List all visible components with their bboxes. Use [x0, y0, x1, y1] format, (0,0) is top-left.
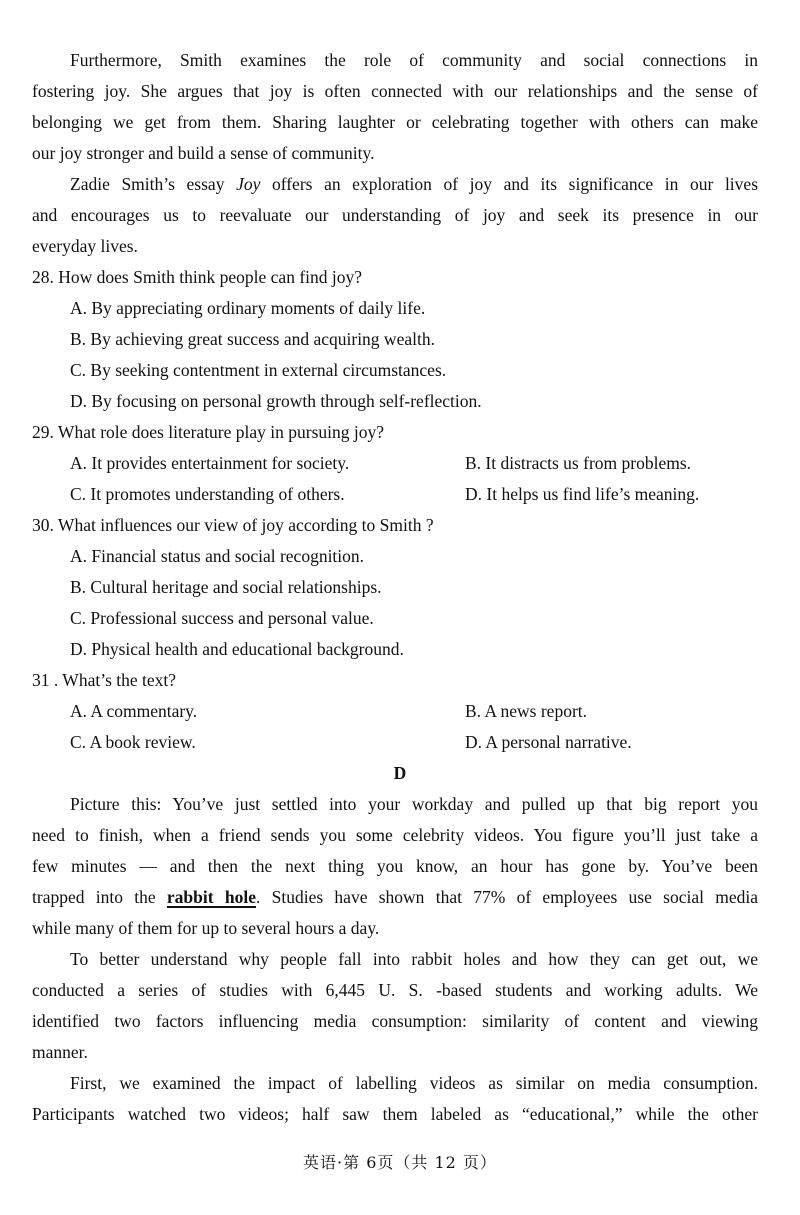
section-d-para3-line1: First, we examined the impact of labelling videos as similar on media consumption. [70, 1073, 758, 1093]
passage-c-para1-line3: belonging we get from them. Sharing laughter or celebrating together with others can make [32, 112, 758, 132]
section-d-para1-line3: few minutes — and then the next thing you know, an hour has gone by. You’ve been [32, 856, 758, 876]
passage-c-para1-line2: fostering joy. She argues that joy is often connected with our relationships and the sense of [32, 81, 758, 101]
section-d-para3-line2: Participants watched two videos; half saw them labeled as “educational,” while the other [32, 1104, 758, 1124]
question-31-option-d: D. A personal narrative. [465, 732, 632, 752]
question-31-option-a: A. A commentary. [70, 701, 198, 721]
passage-c-para1-line4: our joy stronger and build a sense of community. [32, 143, 375, 163]
underlined-keyword: rabbit hole [166, 887, 256, 907]
question-30-option-d: D. Physical health and educational background. [70, 639, 404, 659]
text-segment: . Studies have shown that 77% of employees use social media [255, 887, 758, 907]
question-28-option-d: D. By focusing on personal growth through self-reflection. [70, 391, 482, 411]
section-d-heading: D [393, 763, 407, 783]
question-29-stem: 29. What role does literature play in pursuing joy? [32, 422, 385, 442]
question-31-option-b: B. A news report. [465, 701, 588, 721]
question-30-option-c: C. Professional success and personal value. [70, 608, 374, 628]
question-28-option-a: A. By appreciating ordinary moments of daily life. [70, 298, 426, 318]
question-28-stem: 28. How does Smith think people can find joy? [32, 267, 363, 287]
essay-title: Joy [236, 174, 261, 194]
text-segment: Zadie Smith’s essay [70, 174, 237, 194]
text-segment: offers an exploration of joy and its significance in our lives [260, 174, 758, 194]
section-d-para1-line5: while many of them for up to several hours a day. [32, 918, 380, 938]
question-31-option-c: C. A book review. [70, 732, 196, 752]
question-29-option-d: D. It helps us find life’s meaning. [465, 484, 700, 504]
passage-c-para1-line1: Furthermore, Smith examines the role of community and social connections in [70, 50, 758, 70]
section-d-para1-line1: Picture this: You’ve just settled into your workday and pulled up that big report you [70, 794, 758, 814]
section-d-para2-line1: To better understand why people fall into rabbit holes and how they can get out, we [70, 949, 758, 969]
question-30-stem: 30. What influences our view of joy according to Smith ? [32, 515, 434, 535]
question-30-option-a: A. Financial status and social recognition. [70, 546, 365, 566]
passage-c-para2-line1 [70, 174, 758, 194]
question-29-option-a: A. It provides entertainment for society. [70, 453, 350, 473]
question-28-option-b: B. By achieving great success and acquiring wealth. [70, 329, 435, 349]
question-29-option-b: B. It distracts us from problems. [465, 453, 692, 473]
section-d-para2-line3: identified two factors influencing media consumption: similarity of content and viewing [32, 1011, 758, 1031]
question-31-stem: 31 . What’s the text? [32, 670, 177, 690]
section-d-para2-line4: manner. [32, 1042, 88, 1062]
question-30-option-b: B. Cultural heritage and social relationships. [70, 577, 382, 597]
section-d-para2-line2: conducted a series of studies with 6,445 U. S. -based students and working adults. We [32, 980, 758, 1000]
passage-c-para2-line3: everyday lives. [32, 236, 138, 256]
passage-c-para2-line2: and encourages us to reevaluate our understanding of joy and seek its presence in our [32, 205, 758, 225]
section-d-para1-line4 [32, 887, 758, 907]
question-29-option-c: C. It promotes understanding of others. [70, 484, 345, 504]
section-d-para1-line2: need to finish, when a friend sends you some celebrity videos. You figure you’ll just take a [32, 825, 758, 845]
question-28-option-c: C. By seeking contentment in external circumstances. [70, 360, 447, 380]
text-segment: trapped into the [32, 887, 167, 907]
page-footer: 英语·第 6页（共 12 页） [303, 1153, 497, 1172]
